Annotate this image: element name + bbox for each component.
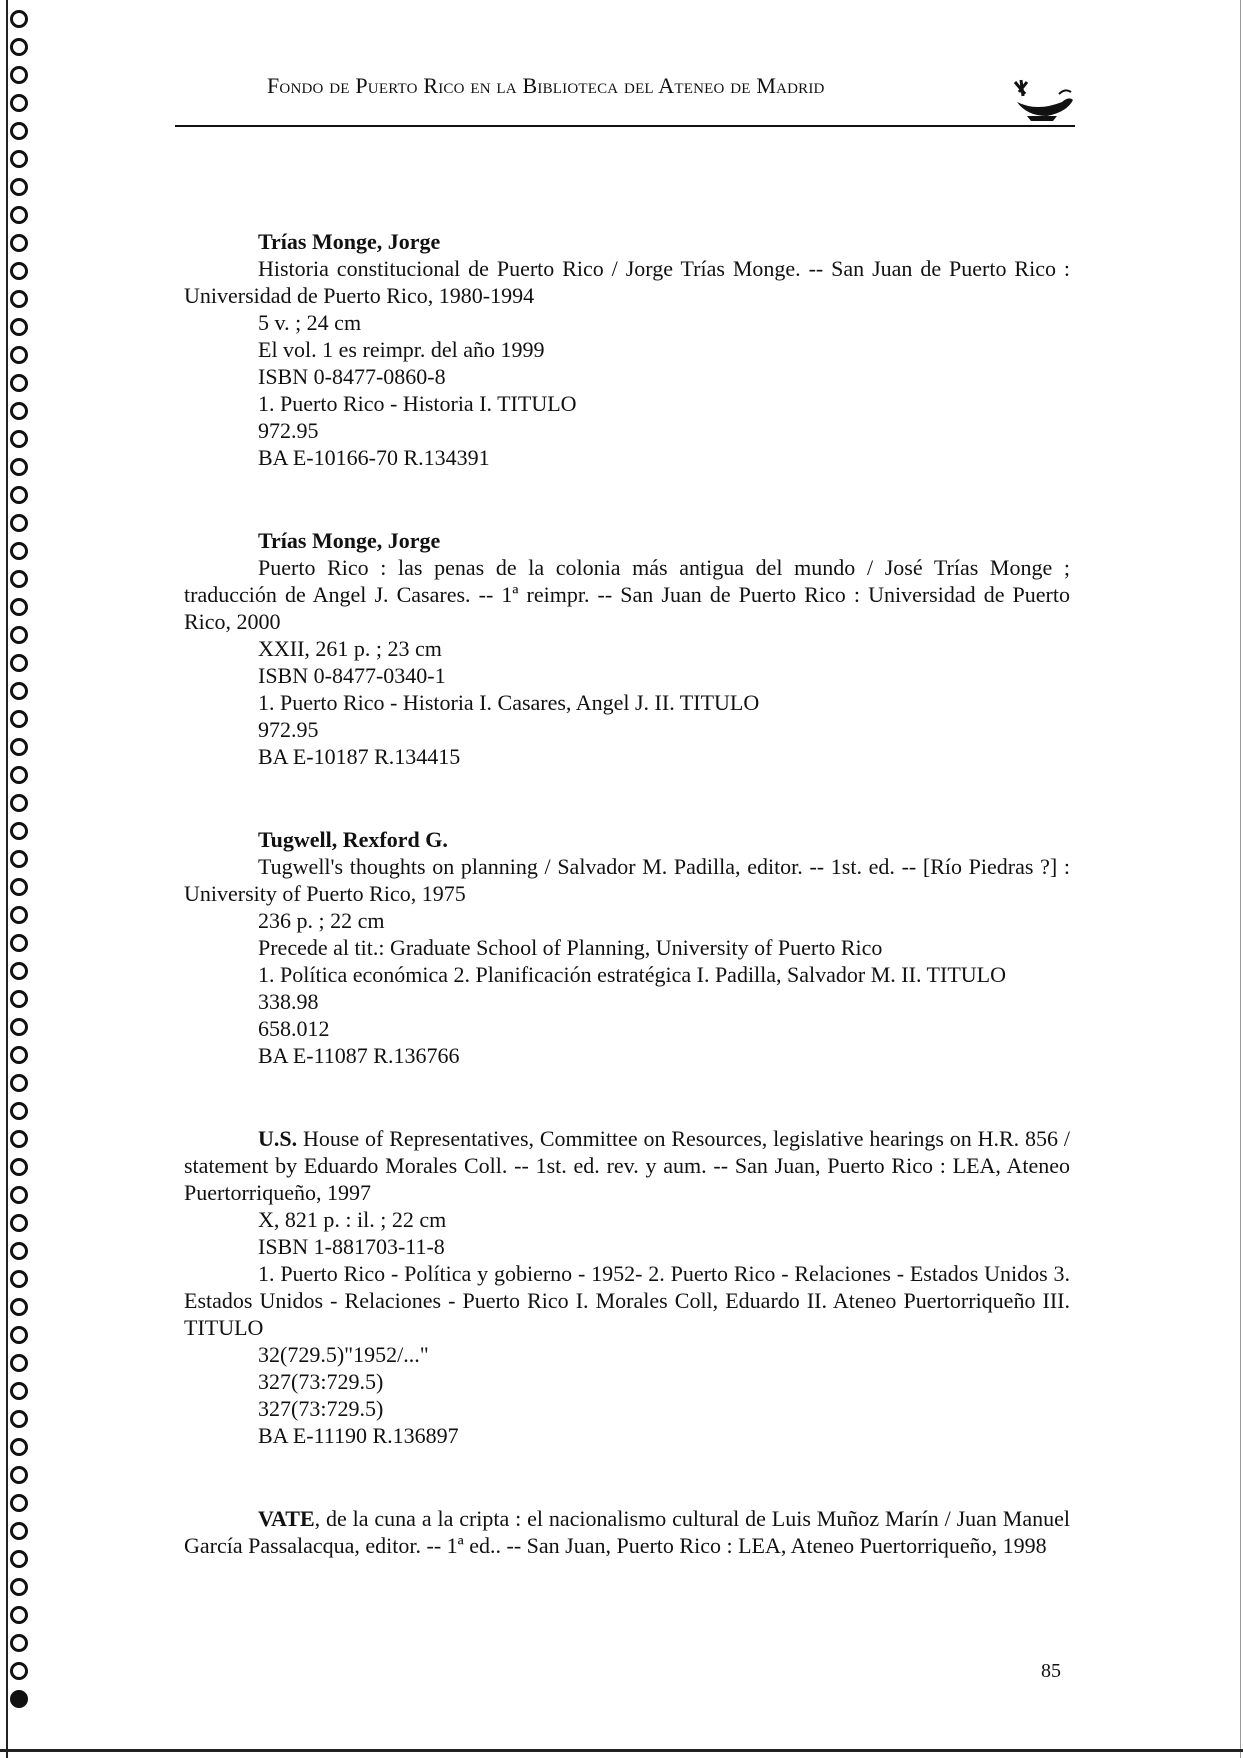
binding-ring bbox=[10, 1186, 28, 1204]
binding-ring bbox=[10, 1438, 28, 1456]
entry-subjects: 1. Puerto Rico - Política y gobierno - 1952- 2. Puerto Rico - Relaciones - Estados Unidos 3. Estados Unidos - Relaciones - Puerto Rico I. Morales Coll, Eduardo II. Ateneo Puertorriqueño III. TITULO bbox=[184, 1261, 1070, 1340]
bottom-edge bbox=[0, 1749, 1243, 1752]
entry-line: ISBN 0-8477-0860-8 bbox=[258, 364, 446, 389]
binding-ring bbox=[10, 178, 28, 196]
binding-ring bbox=[10, 1606, 28, 1624]
binding-ring bbox=[10, 1130, 28, 1148]
binding-ring bbox=[10, 682, 28, 700]
binding-ring bbox=[10, 766, 28, 784]
binding-ring bbox=[10, 710, 28, 728]
binding-ring bbox=[10, 1690, 28, 1708]
binding-ring bbox=[10, 542, 28, 560]
entry-line: 236 p. ; 22 cm bbox=[258, 908, 385, 933]
binding-ring bbox=[10, 962, 28, 980]
binding-ring bbox=[10, 794, 28, 812]
binding-edge bbox=[6, 0, 8, 1758]
entry-description bbox=[184, 1125, 1070, 1206]
binding-ring bbox=[10, 1158, 28, 1176]
catalog-entry bbox=[184, 1125, 1070, 1449]
binding-ring bbox=[10, 1270, 28, 1288]
binding-ring bbox=[10, 458, 28, 476]
binding-ring bbox=[10, 10, 28, 28]
entry-line: ISBN 0-8477-0340-1 bbox=[258, 663, 446, 688]
entry-line: ISBN 1-881703-11-8 bbox=[258, 1234, 445, 1259]
binding-ring bbox=[10, 122, 28, 140]
binding-rings bbox=[10, 10, 40, 1718]
ateneo-logo-icon bbox=[1007, 72, 1077, 122]
binding-ring bbox=[10, 1550, 28, 1568]
entry-description: Tugwell's thoughts on planning / Salvador M. Padilla, editor. -- 1st. ed. -- [Río Piedras ?] : University of Puerto Rico, 1975 bbox=[184, 854, 1070, 906]
binding-ring bbox=[10, 570, 28, 588]
binding-ring bbox=[10, 738, 28, 756]
entry-line: 5 v. ; 24 cm bbox=[258, 310, 362, 335]
binding-ring bbox=[10, 906, 28, 924]
entry-line: 1. Puerto Rico - Historia I. TITULO bbox=[258, 391, 577, 416]
binding-ring bbox=[10, 346, 28, 364]
binding-ring bbox=[10, 262, 28, 280]
entry-line: 32(729.5)"1952/..." bbox=[258, 1342, 429, 1367]
binding-ring bbox=[10, 1298, 28, 1316]
entry-line: BA E-11190 R.136897 bbox=[258, 1423, 459, 1448]
binding-ring bbox=[10, 1046, 28, 1064]
entry-author: Trías Monge, Jorge bbox=[258, 229, 441, 254]
entry-description: Historia constitucional de Puerto Rico / Jorge Trías Monge. -- San Juan de Puerto Rico : Universidad de Puerto Rico, 1980-1994 bbox=[184, 256, 1070, 308]
entry-line: Precede al tit.: Graduate School of Planning, University of Puerto Rico bbox=[258, 935, 883, 960]
binding-ring bbox=[10, 1382, 28, 1400]
entry-author: Tugwell, Rexford G. bbox=[258, 827, 448, 852]
binding-ring bbox=[10, 1214, 28, 1232]
entry-line: El vol. 1 es reimpr. del año 1999 bbox=[258, 337, 545, 362]
binding-ring bbox=[10, 206, 28, 224]
entry-line: BA E-10166-70 R.134391 bbox=[258, 445, 490, 470]
entry-description: Puerto Rico : las penas de la colonia más antigua del mundo / José Trías Monge ; traducción de Angel J. Casares. -- 1ª reimpr. -- San Juan de Puerto Rico : Universidad de Puerto Rico, 2000 bbox=[184, 555, 1070, 634]
entry-line: 327(73:729.5) bbox=[258, 1396, 384, 1421]
entry-description-text: House of Representatives, Committee on Resources, legislative hearings on H.R. 856 / statement by Eduardo Morales Coll. -- 1st. ed. rev. y aum. -- San Juan, Puerto Rico : LEA, Ateneo Puertorriqueño, 1997 bbox=[184, 1126, 1070, 1205]
binding-ring bbox=[10, 1242, 28, 1260]
entry-lead: VATE bbox=[258, 1506, 315, 1531]
binding-ring bbox=[10, 1354, 28, 1372]
binding-ring bbox=[10, 1326, 28, 1344]
binding-ring bbox=[10, 150, 28, 168]
binding-ring bbox=[10, 1466, 28, 1484]
catalog-entry bbox=[184, 527, 1070, 770]
binding-ring bbox=[10, 402, 28, 420]
entry-line: 658.012 bbox=[258, 1016, 330, 1041]
binding-ring bbox=[10, 430, 28, 448]
binding-ring bbox=[10, 1018, 28, 1036]
binding-ring bbox=[10, 94, 28, 112]
binding-ring bbox=[10, 38, 28, 56]
binding-ring bbox=[10, 598, 28, 616]
binding-ring bbox=[10, 626, 28, 644]
entry-line: BA E-10187 R.134415 bbox=[258, 744, 461, 769]
entry-author: Trías Monge, Jorge bbox=[258, 528, 441, 553]
header-rule bbox=[175, 125, 1075, 127]
binding-ring bbox=[10, 934, 28, 952]
catalog-entries bbox=[184, 228, 1070, 1615]
binding-ring bbox=[10, 1074, 28, 1092]
binding-ring bbox=[10, 1662, 28, 1680]
binding-ring bbox=[10, 878, 28, 896]
page-number: 85 bbox=[1041, 1660, 1061, 1682]
binding-ring bbox=[10, 990, 28, 1008]
binding-ring bbox=[10, 374, 28, 392]
binding-ring bbox=[10, 234, 28, 252]
binding-ring bbox=[10, 1494, 28, 1512]
binding-ring bbox=[10, 514, 28, 532]
entry-line: BA E-11087 R.136766 bbox=[258, 1043, 460, 1068]
binding-ring bbox=[10, 486, 28, 504]
entry-line: 327(73:729.5) bbox=[258, 1369, 384, 1394]
entry-line: X, 821 p. : il. ; 22 cm bbox=[258, 1207, 447, 1232]
page-edge bbox=[1240, 0, 1241, 1758]
entry-line: 972.95 bbox=[258, 418, 319, 443]
binding-ring bbox=[10, 1522, 28, 1540]
binding-ring bbox=[10, 822, 28, 840]
entry-line: 338.98 bbox=[258, 989, 319, 1014]
catalog-entry bbox=[184, 228, 1070, 471]
entry-subjects: 1. Política económica 2. Planificación estratégica I. Padilla, Salvador M. II. TITULO bbox=[258, 962, 1006, 987]
binding-ring bbox=[10, 1102, 28, 1120]
binding-ring bbox=[10, 66, 28, 84]
entry-line: 1. Puerto Rico - Historia I. Casares, Angel J. II. TITULO bbox=[258, 690, 760, 715]
entry-description-text: , de la cuna a la cripta : el nacionalismo cultural de Luis Muñoz Marín / Juan Manuel García Passalacqua, editor. -- 1ª ed.. -- San Juan, Puerto Rico : LEA, Ateneo Puertorriqueño, 1998 bbox=[184, 1506, 1070, 1558]
binding-ring bbox=[10, 654, 28, 672]
entry-line: XXII, 261 p. ; 23 cm bbox=[258, 636, 442, 661]
binding-ring bbox=[10, 850, 28, 868]
binding-ring bbox=[10, 1634, 28, 1652]
binding-ring bbox=[10, 290, 28, 308]
binding-ring bbox=[10, 1578, 28, 1596]
binding-ring bbox=[10, 318, 28, 336]
catalog-entry bbox=[184, 1505, 1070, 1559]
entry-description bbox=[184, 1505, 1070, 1559]
binding-ring bbox=[10, 1410, 28, 1428]
header-title: Fondo de Puerto Rico en la Biblioteca del Ateneo de Madrid bbox=[267, 73, 825, 98]
entry-lead: U.S. bbox=[258, 1126, 298, 1151]
catalog-entry bbox=[184, 826, 1070, 1069]
entry-line: 972.95 bbox=[258, 717, 319, 742]
